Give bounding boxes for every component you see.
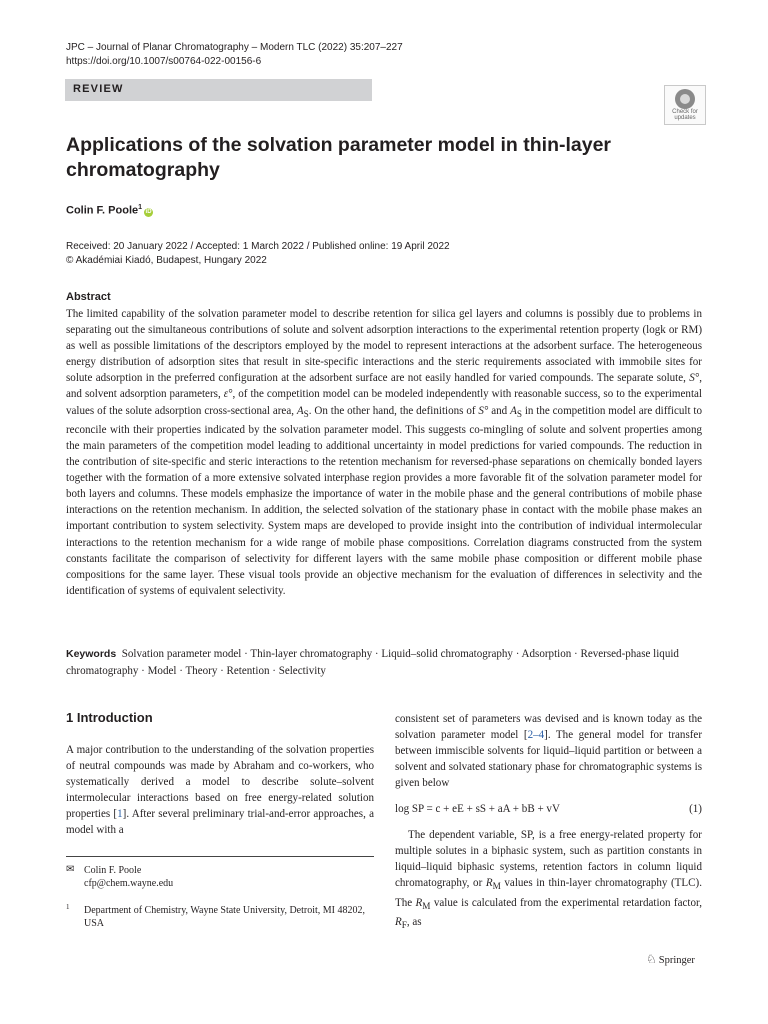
equation-body: log SP = c + eE + sS + aA + bB + vV bbox=[395, 803, 560, 815]
footnote-divider bbox=[66, 856, 374, 857]
author-affil-sup: 1 bbox=[138, 204, 143, 211]
badge-line1: Check for bbox=[672, 109, 698, 115]
mail-icon: ✉ bbox=[66, 864, 75, 875]
section-label: REVIEW bbox=[73, 83, 124, 95]
publisher-logo bbox=[646, 952, 695, 967]
affiliation-text: Department of Chemistry, Wayne State University, Detroit, MI 48202, USA bbox=[84, 905, 365, 929]
doi-link[interactable]: https://doi.org/10.1007/s00764-022-00156-6 bbox=[66, 56, 262, 67]
section-heading-introduction: 1 Introduction bbox=[66, 710, 153, 725]
author-line bbox=[66, 204, 153, 217]
citation-link[interactable]: 1 bbox=[117, 808, 123, 821]
intro-right-column-top: consistent set of parameters was devised and is known today as the solvation parameter model [2–4]. The general model for transfer between immiscible solvents for liquid–liquid partition or between a solvent and solvated stationary phase for chromatographic systems is given below bbox=[395, 713, 702, 790]
check-for-updates-badge[interactable] bbox=[664, 85, 706, 125]
keywords-list: Solvation parameter model · Thin-layer chromatography · Liquid–solid chromatography · Adsorption · Reversed-phase liquid chromatography · Model · Theory · Retention · Selectivity bbox=[66, 648, 679, 677]
author-name[interactable]: Colin F. Poole bbox=[66, 204, 139, 217]
section-banner bbox=[65, 79, 372, 101]
badge-line2: updates bbox=[674, 115, 696, 121]
article-title: Applications of the solvation parameter model in thin-layer chromatography bbox=[66, 134, 612, 181]
keywords-block bbox=[66, 646, 702, 680]
corresponding-author-name: Colin F. Poole bbox=[84, 865, 142, 876]
intro-left-column: A major contribution to the understanding of the solvation properties of neutral compounds was made by Abraham and co-workers, who systematically derived a model to describe solute–solvent intermolecular interactions based on free energy-related solution properties [1]. After several preliminary trial-and-error approaches, a model with a bbox=[66, 744, 374, 837]
orcid-icon[interactable]: iD bbox=[145, 208, 152, 215]
equation-number: (1) bbox=[689, 803, 702, 815]
publication-dates: Received: 20 January 2022 / Accepted: 1 March 2022 / Published online: 19 April 2022 bbox=[66, 241, 450, 252]
springer-horse-icon: ♘ bbox=[646, 952, 657, 966]
abstract-heading: Abstract bbox=[66, 291, 111, 303]
affiliation-number: 1 bbox=[66, 903, 70, 911]
corresponding-author-email[interactable]: cfp@chem.wayne.edu bbox=[84, 878, 174, 889]
publisher-name: Springer bbox=[658, 955, 695, 966]
check-updates-icon bbox=[675, 89, 695, 109]
abstract-text: The limited capability of the solvation parameter model to describe retention for silica gel layers and columns is possibly due to problems in separating out the simultaneous contributions of solute and solvent adsorption interactions to the experimental retention property (logk or RM) as well as possible limitations of the descriptors employed by the model to represent interactions at the adsorbent surface. The heterogeneous energy distribution of adsorption sites that result in site-specific interactions and the steric requirements associated with immobile sites for solute adsorption in the preferred configuration at the adsorbent surface are not easily handled for varied compounds. The separate solute, S°, and solvent adsorption parameters, ε°, of the competition model can be modeled independently with reasonable success, so to the experimental values of the solute adsorption cross-sectional area, $A_S$. On the other hand, the definitions of S° and $A_S$ in the competition model are difficult to reconcile with their properties indicated by the solvation parameter model. This suggests co-mingling of solute and solvent properties among the main parameters of the competition model leading to additional uncertainty in model predictions for varied compounds. The reduction in the contribution of site-specific and steric interactions to the retention mechanism for reversed-phase separations on chemically bonded layers together with the formation of a more extensive solvated interphase region provides a more favorable fit of the solvation parameter model for both layers and columns. These models emphasize the importance of water in the mobile phase and the general contributions of mobile phase interactions on the retention mechanism. In addition, the selected solvation of the stationary phase in contact with the mobile phase makes an important contribution to system selectivity. System maps are developed to provide insight into the contribution of individual intermolecular interactions to the retention mechanism for a wide range of mobile phase compositions. Correlation diagrams constructed from the system constants facilitate the comparison of selectivity for different layers with the same mobile phase composition or different mobile phase compositions for the same layer. These visual tools provide an objective mechanism for the evaluation of differences in selectivity and the identification of systems of equivalent selectivity. bbox=[66, 308, 702, 597]
equation-1 bbox=[395, 801, 702, 817]
copyright-line: © Akadémiai Kiadó, Budapest, Hungary 2022 bbox=[66, 255, 267, 266]
intro-right-column-bottom: The dependent variable, SP, is a free energy-related property for multiple solutes in a biphasic system, such as partition constants in liquid–liquid biphasic systems, retention factors in column liquid chromatography, or $R_M$ values in thin-layer chromatography (TLC). The $R_M$ value is calculated from the experimental retardation factor, $R_F$, as bbox=[395, 829, 702, 931]
journal-citation: JPC – Journal of Planar Chromatography – Modern TLC (2022) 35:207–227 bbox=[66, 42, 403, 53]
keywords-label: Keywords bbox=[66, 648, 117, 660]
citation-link[interactable]: 2–4 bbox=[527, 729, 545, 742]
